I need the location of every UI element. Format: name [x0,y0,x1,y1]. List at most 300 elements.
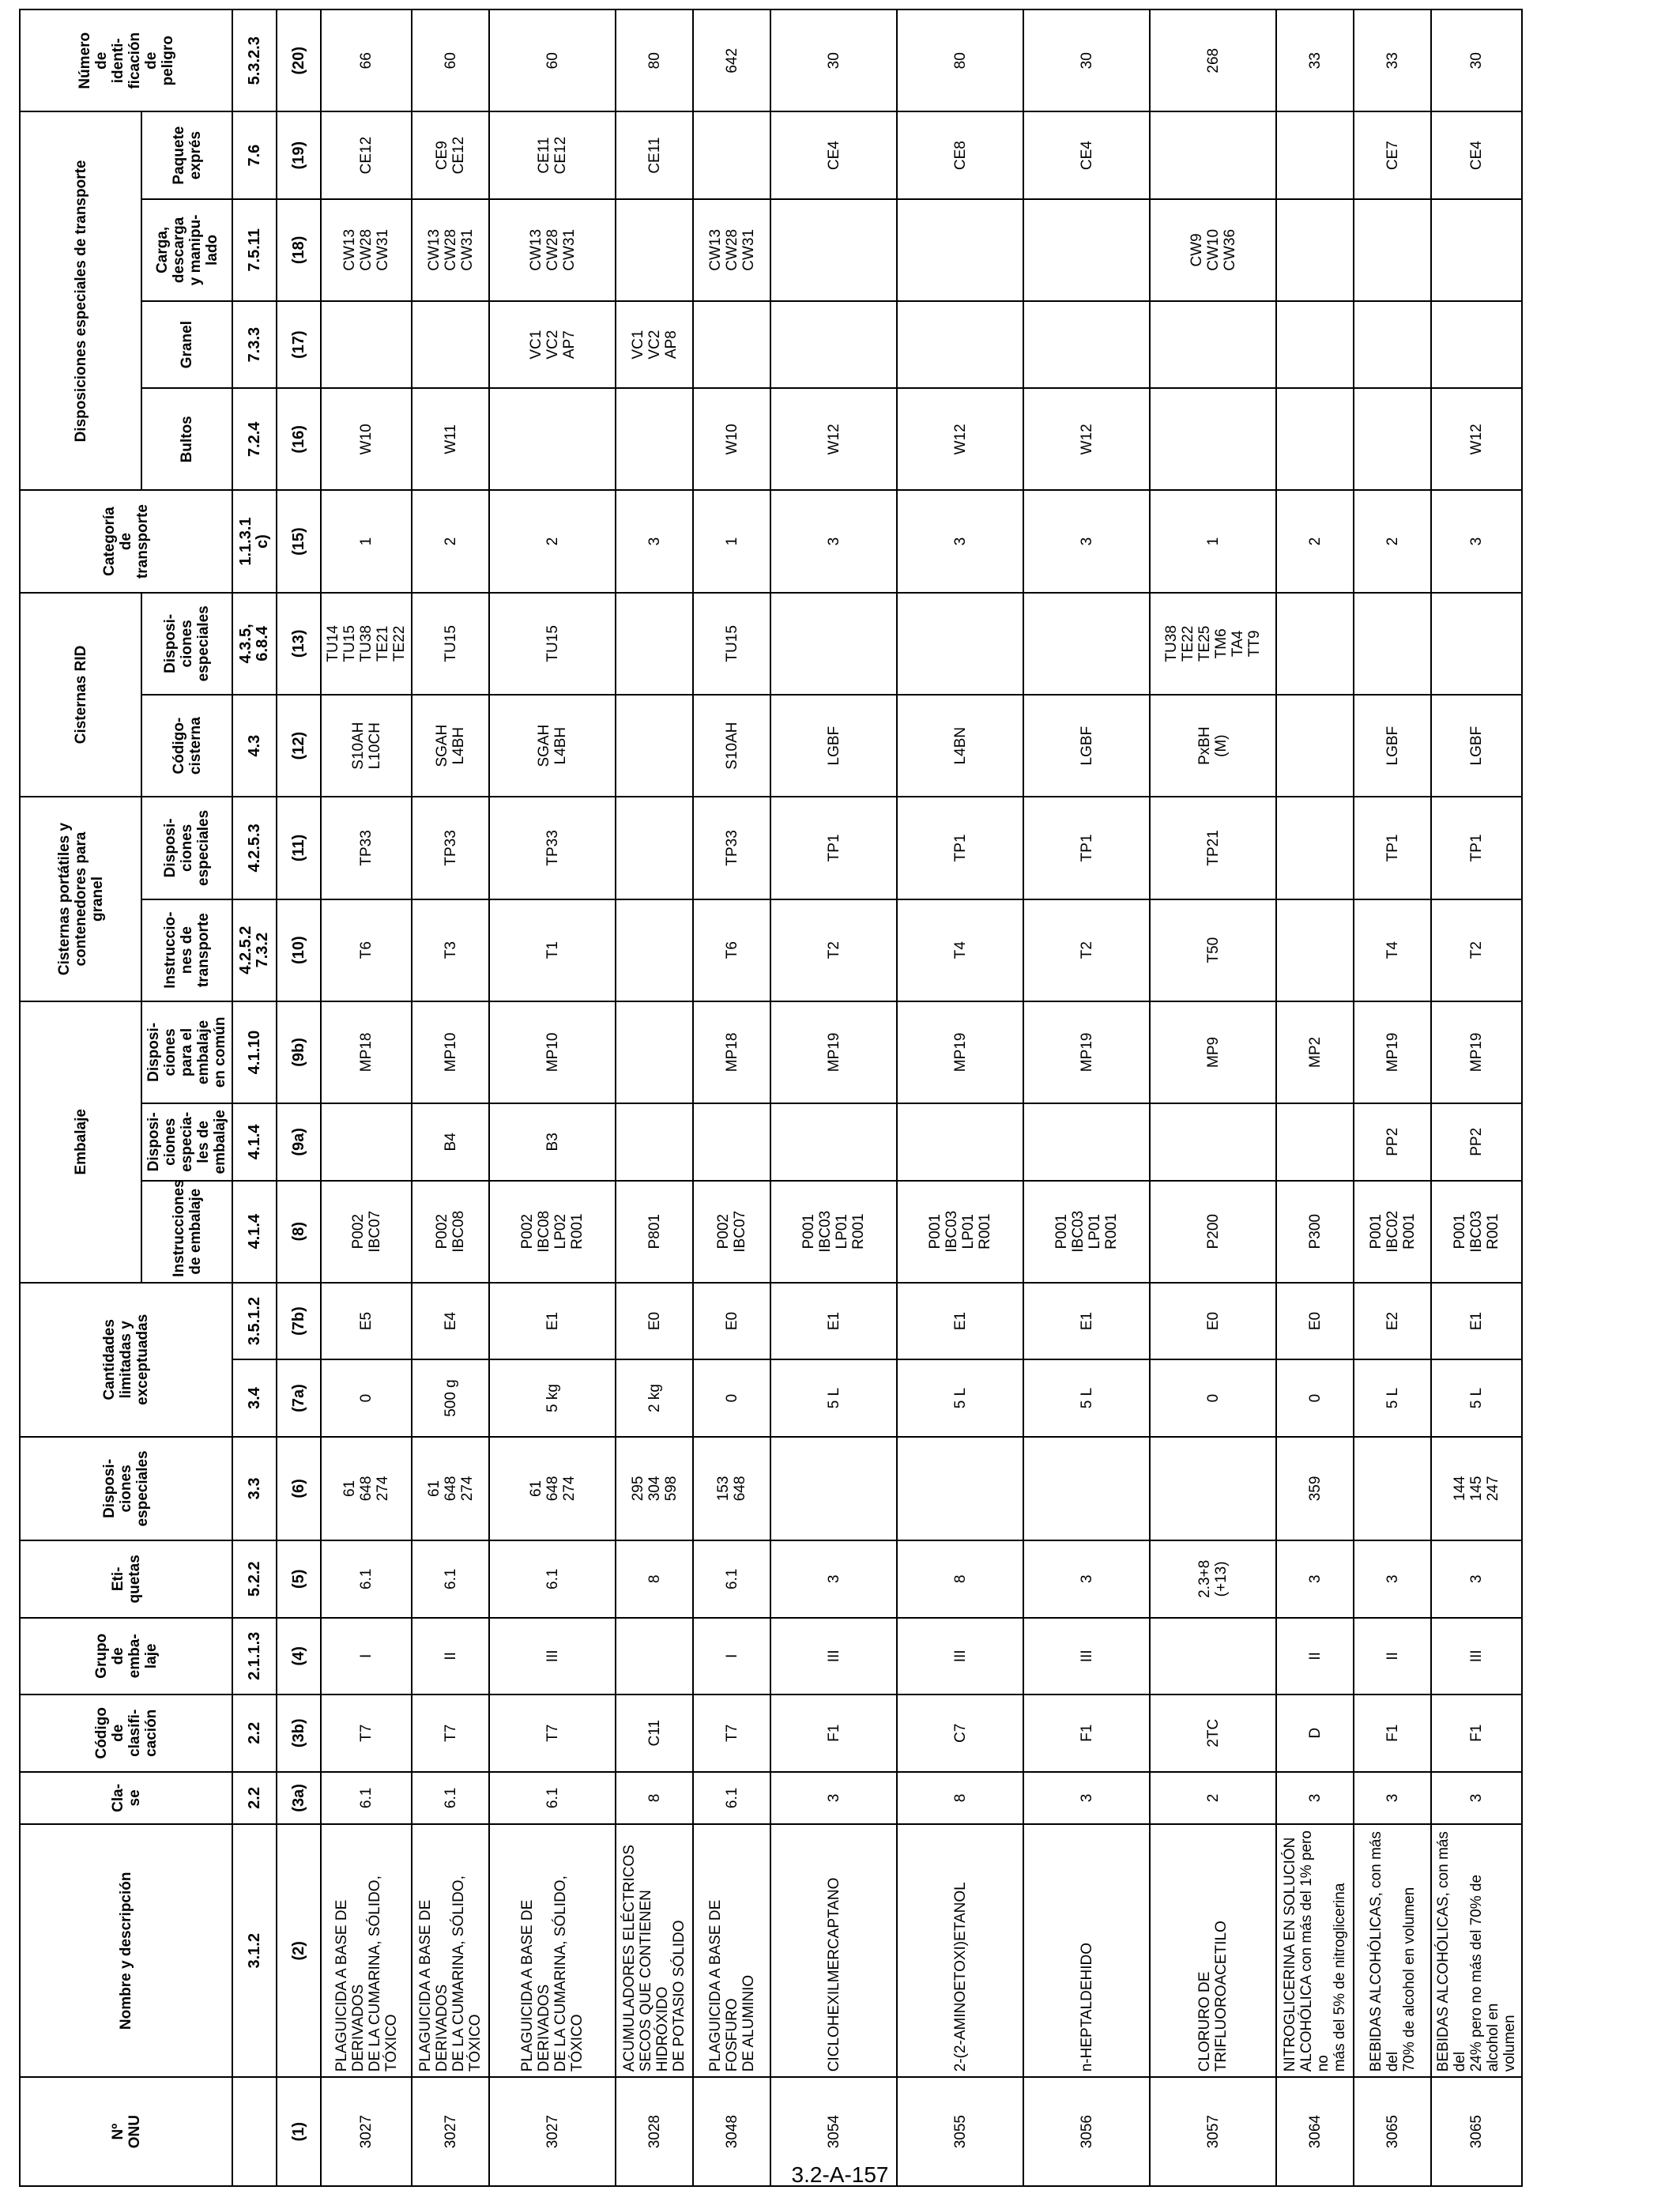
table-row [412,9,489,2186]
table-cell [770,1437,897,1540]
reference-cell: 5.3.2.3 [232,9,277,111]
table-cell: P300 [1276,1181,1354,1283]
table-cell: TU15 [412,593,489,695]
table-cell: 61 648 274 [321,1437,412,1540]
table-cell: MP18 [321,1001,412,1103]
table-cell: 33 [1276,9,1354,111]
table-cell [616,695,693,797]
table-cell: E1 [770,1283,897,1359]
column-number-cell: (12) [277,695,321,797]
reference-cell: 7.6 [232,111,277,198]
table-cell: TU15 [693,593,770,695]
table-cell: PxBH (M) [1150,695,1276,797]
reference-cell: 3.4 [232,1359,277,1436]
header-disp-transporte: Disposiciones especiales de transporte [20,111,141,490]
table-cell: 6.1 [693,1540,770,1617]
reference-cell: 2.1.1.3 [232,1618,277,1695]
table-cell [1150,111,1276,198]
table-cell [1276,797,1354,899]
table-cell [770,1103,897,1180]
column-number-cell: (19) [277,111,321,198]
header-cisternas-rid: Cisternas RID [20,593,141,797]
column-number-cell: (13) [277,593,321,695]
table-cell: T6 [321,899,412,1001]
table-cell: 61 648 274 [489,1437,616,1540]
table-cell [1150,1103,1276,1180]
table-cell: LGBF [1023,695,1150,797]
table-cell [616,797,693,899]
table-cell: E1 [1431,1283,1522,1359]
header-grupo: Grupo de emba- laje [20,1618,232,1695]
table-cell: 1 [321,490,412,592]
table-cell: TP33 [489,797,616,899]
table-cell [616,1618,693,1695]
table-cell: 3 [1023,490,1150,592]
table-cell: 6.1 [321,1540,412,1617]
column-number-cell: (7b) [277,1283,321,1359]
table-cell: TP33 [693,797,770,899]
column-number-cell: (18) [277,199,321,301]
table-cell [770,301,897,388]
table-cell: TP33 [321,797,412,899]
table-cell [1150,1437,1276,1540]
table-cell [1431,301,1522,388]
table-cell: 3 [1431,490,1522,592]
name-cell: PLAGUICIDA A BASE DE DERIVADOS DE LA CUMARINA, SÓLIDO, TÓXICO [321,1824,412,2077]
header-paquete: Paquete exprés [141,111,232,198]
reference-cell: 4.3 [232,695,277,797]
table-cell [897,1437,1023,1540]
table-cell: III [1431,1618,1522,1695]
table-cell: T7 [412,1695,489,1771]
table-cell: 0 [693,1359,770,1436]
table-cell: W12 [897,388,1023,490]
un-number-cell: 3027 [321,2077,412,2186]
table-cell: TP1 [770,797,897,899]
header-numero-peligro: Número de identi- ficación de peligro [20,9,232,111]
header-disp-esp-embalaje: Disposi- ciones especia- les de embalaje [141,1103,232,1180]
table-cell: LGBF [770,695,897,797]
table-cell [1276,111,1354,198]
un-number-cell: 3027 [412,2077,489,2186]
table-cell: SGAH L4BH [412,695,489,797]
table-cell: E2 [1354,1283,1431,1359]
table-cell: TP1 [897,797,1023,899]
table-cell: 8 [616,1540,693,1617]
column-number-cell: (3b) [277,1695,321,1771]
column-number-cell: (9a) [277,1103,321,1180]
table-row [1276,9,1354,2186]
dangerous-goods-table [19,9,1523,2187]
table-cell: 2.3+8 (+13) [1150,1540,1276,1617]
un-number-cell: 3048 [693,2077,770,2186]
header-instr-embalaje: Instrucciones de embalaje [141,1181,232,1283]
table-cell: III [897,1618,1023,1695]
table-cell: T2 [770,899,897,1001]
table-cell [616,1001,693,1103]
reference-cell: 4.1.4 [232,1103,277,1180]
table-cell: TU14 TU15 TU38 TE21 TE22 [321,593,412,695]
table-cell: VC1 VC2 AP7 [489,301,616,388]
table-cell: P002 IBC08 [412,1181,489,1283]
name-cell: CLORURO DE TRIFLUOROACETILO [1150,1824,1276,2077]
table-row [489,9,616,2186]
table-cell: CE4 [1431,111,1522,198]
column-number-cell: (10) [277,899,321,1001]
table-cell: 60 [489,9,616,111]
table-cell: 2TC [1150,1695,1276,1771]
table-cell: P001 IBC03 R001 [1431,1181,1522,1283]
un-number-cell: 3065 [1431,2077,1522,2186]
column-number-cell: (6) [277,1437,321,1540]
table-cell [1023,593,1150,695]
table-cell [770,593,897,695]
table-cell: MP9 [1150,1001,1276,1103]
table-cell: F1 [770,1695,897,1771]
table-cell: CW9 CW10 CW36 [1150,199,1276,301]
header-bultos: Bultos [141,388,232,490]
table-cell: MP10 [489,1001,616,1103]
table-cell: 2 [489,490,616,592]
table-cell: 80 [897,9,1023,111]
table-cell: 3 [897,490,1023,592]
table-body [321,9,1522,2186]
reference-cell: 1.1.3.1 c) [232,490,277,592]
name-cell: PLAGUICIDA A BASE DE DERIVADOS DE LA CUMARINA, SÓLIDO, TÓXICO [412,1824,489,2077]
name-cell: ACUMULADORES ELÉCTRICOS SECOS QUE CONTIENEN HIDRÓXIDO DE POTASIO SÓLIDO [616,1824,693,2077]
table-row [321,9,412,2186]
name-cell: CICLOHEXILMERCAPTANO [770,1824,897,2077]
column-number-cell: (8) [277,1181,321,1283]
table-cell: 1 [693,490,770,592]
table-cell: W10 [693,388,770,490]
table-cell: 642 [693,9,770,111]
table-cell [1276,388,1354,490]
table-cell: TP1 [1431,797,1522,899]
column-number-cell: (2) [277,1824,321,2077]
table-cell [1276,199,1354,301]
table-cell [1431,593,1522,695]
table-cell [1023,1437,1150,1540]
table-cell [321,301,412,388]
table-cell: CE11 [616,111,693,198]
table-cell: 295 304 598 [616,1437,693,1540]
table-cell: 3 [1431,1772,1522,1825]
table-cell: CE4 [1023,111,1150,198]
name-cell: n-HEPTALDEHIDO [1023,1824,1150,2077]
table-cell: 6.1 [489,1772,616,1825]
table-cell: 8 [897,1540,1023,1617]
table-cell: LGBF [1431,695,1522,797]
reference-cell: 2.2 [232,1695,277,1771]
table-cell: CW13 CW28 CW31 [693,199,770,301]
name-cell: BEBIDAS ALCOHÓLICAS, con más del 24% pero no más del 70% de alcohol en volumen [1431,1824,1522,2077]
table-cell: E0 [616,1283,693,1359]
table-cell [1276,1103,1354,1180]
un-number-cell: 3057 [1150,2077,1276,2186]
un-number-cell: 3056 [1023,2077,1150,2186]
table-cell: 5 L [770,1359,897,1436]
table-cell [1276,899,1354,1001]
column-number-cell: (20) [277,9,321,111]
column-number-cell: (17) [277,301,321,388]
table-row [1150,9,1276,2186]
table-cell [1023,301,1150,388]
table-cell: 3 [1431,1540,1522,1617]
table-cell: 6.1 [693,1772,770,1825]
table-cell [897,1103,1023,1180]
header-cantidades: Cantidades limitadas y exceptuadas [20,1283,232,1437]
table-cell: PP2 [1354,1103,1431,1180]
reference-cell: 3.5.1.2 [232,1283,277,1359]
table-cell [412,301,489,388]
table-cell: 8 [616,1772,693,1825]
table-cell: C11 [616,1695,693,1771]
table-cell: SGAH L4BH [489,695,616,797]
header-disp-comun: Disposi- ciones para el embalaje en común [141,1001,232,1103]
table-cell: E1 [489,1283,616,1359]
table-cell: VC1 VC2 AP8 [616,301,693,388]
un-number-cell: 3065 [1354,2077,1431,2186]
table-cell [1023,1103,1150,1180]
table-cell: W12 [1023,388,1150,490]
table-cell: LGBF [1354,695,1431,797]
table-cell [1354,593,1431,695]
table-cell [1354,388,1431,490]
table-cell [1276,301,1354,388]
table-cell: 359 [1276,1437,1354,1540]
table-cell: CE8 [897,111,1023,198]
reference-row [232,9,277,2186]
table-cell [897,301,1023,388]
table-cell: 6.1 [412,1772,489,1825]
table-cell: 3 [1354,1772,1431,1825]
page-number: 3.2-A-157 [791,2162,889,2187]
table-cell [1354,199,1431,301]
name-cell: BEBIDAS ALCOHÓLICAS, con más del 70% de alcohol en volumen [1354,1824,1431,2077]
table-cell: T4 [1354,899,1431,1001]
reference-cell: 7.2.4 [232,388,277,490]
table-cell: TU38 TE22 TE25 TM6 TA4 TT9 [1150,593,1276,695]
table-cell: CE12 [321,111,412,198]
table-cell: S10AH L10CH [321,695,412,797]
table-cell: 144 145 247 [1431,1437,1522,1540]
table-cell: P001 IBC02 R001 [1354,1181,1431,1283]
reference-cell: 4.2.5.3 [232,797,277,899]
header-disp-especiales: Disposi- ciones especiales [20,1437,232,1540]
header-onu: Nº ONU [20,2077,232,2186]
column-number-row [277,9,321,2186]
table-cell: 80 [616,9,693,111]
table-cell: III [770,1618,897,1695]
un-number-cell: 3055 [897,2077,1023,2186]
table-cell: T2 [1023,899,1150,1001]
table-cell: T1 [489,899,616,1001]
table-cell: T6 [693,899,770,1001]
table-cell: MP2 [1276,1001,1354,1103]
table-cell: MP19 [897,1001,1023,1103]
table-cell: W11 [412,388,489,490]
table-cell: F1 [1023,1695,1150,1771]
table-cell: P001 IBC03 LP01 R001 [897,1181,1023,1283]
un-number-cell: 3027 [489,2077,616,2186]
table-cell: E0 [693,1283,770,1359]
table-cell: 66 [321,9,412,111]
table-cell [1150,1618,1276,1695]
table-cell: CW13 CW28 CW31 [412,199,489,301]
table-cell: T50 [1150,899,1276,1001]
table-cell: TP21 [1150,797,1276,899]
table-cell: 2 [1354,490,1431,592]
table-cell [321,1103,412,1180]
table-cell: 3 [770,1772,897,1825]
table-cell: T7 [489,1695,616,1771]
column-number-cell: (1) [277,2077,321,2186]
table-row [1354,9,1431,2186]
table-cell: 30 [770,9,897,111]
table-cell: CE4 [770,111,897,198]
reference-cell: 4.1.10 [232,1001,277,1103]
table-cell: 3 [1276,1772,1354,1825]
table-cell: MP18 [693,1001,770,1103]
header-disp-esp-rid: Disposi- ciones especiales [141,593,232,695]
table-cell: 3 [1023,1540,1150,1617]
table-cell: 8 [897,1772,1023,1825]
table-cell: P001 IBC03 LP01 R001 [770,1181,897,1283]
table-cell: T7 [693,1695,770,1771]
table-cell: TU15 [489,593,616,695]
table-cell: MP19 [1354,1001,1431,1103]
table-cell: III [1023,1618,1150,1695]
table-cell: E0 [1150,1283,1276,1359]
reference-cell: 3.3 [232,1437,277,1540]
table-cell: TP1 [1023,797,1150,899]
table-cell: 153 648 [693,1437,770,1540]
name-cell: PLAGUICIDA A BASE DE FOSFURO DE ALUMINIO [693,1824,770,2077]
table-cell [616,593,693,695]
table-row [770,9,897,2186]
table-cell [1431,199,1522,301]
table-cell [1276,593,1354,695]
table-cell [1023,199,1150,301]
header-instr-transporte: Instruccio- nes de transporte [141,899,232,1001]
table-cell [616,199,693,301]
table-row [1431,9,1522,2186]
header-granel: Granel [141,301,232,388]
table-cell: 3 [1354,1540,1431,1617]
table-cell: P002 IBC07 [321,1181,412,1283]
header-disp-esp-cisterna-port: Disposi- ciones especiales [141,797,232,899]
rotated-table-container [19,9,1518,2187]
table-cell: CW13 CW28 CW31 [321,199,412,301]
table-cell: MP19 [1431,1001,1522,1103]
reference-cell: 7.3.3 [232,301,277,388]
table-cell: 268 [1150,9,1276,111]
table-cell: P002 IBC07 [693,1181,770,1283]
table-cell: TP1 [1354,797,1431,899]
table-cell: II [412,1618,489,1695]
table-cell [1354,301,1431,388]
column-number-cell: (4) [277,1618,321,1695]
table-cell: 2 kg [616,1359,693,1436]
table-cell: CE9 CE12 [412,111,489,198]
table-cell: C7 [897,1695,1023,1771]
table-cell: MP19 [770,1001,897,1103]
table-cell: 0 [1150,1359,1276,1436]
header-codigo: Código de clasifi- cación [20,1695,232,1771]
table-cell [1150,301,1276,388]
table-cell: 1 [1150,490,1276,592]
table-row [1023,9,1150,2186]
reference-cell: 4.1.4 [232,1181,277,1283]
table-cell: P200 [1150,1181,1276,1283]
table-cell [1276,695,1354,797]
table-cell: T2 [1431,899,1522,1001]
table-cell: S10AH [693,695,770,797]
reference-cell: 3.1.2 [232,1824,277,2077]
table-cell: 3 [1276,1540,1354,1617]
table-cell: F1 [1354,1695,1431,1771]
table-cell: B3 [489,1103,616,1180]
table-cell: T7 [321,1695,412,1771]
header-embalaje: Embalaje [20,1001,141,1283]
table-cell: F1 [1431,1695,1522,1771]
table-cell: 6.1 [412,1540,489,1617]
table-cell: 30 [1023,9,1150,111]
table-row [897,9,1023,2186]
table-cell: 61 648 274 [412,1437,489,1540]
table-cell [616,899,693,1001]
header-name: Nombre y descripción [20,1824,232,2077]
table-cell [770,199,897,301]
reference-cell: 2.2 [232,1772,277,1825]
table-cell: 2 [1276,490,1354,592]
table-cell: 500 g [412,1359,489,1436]
table-cell: TP33 [412,797,489,899]
table-cell [897,593,1023,695]
table-cell: 3 [616,490,693,592]
table-cell: MP19 [1023,1001,1150,1103]
name-cell: PLAGUICIDA A BASE DE DERIVADOS DE LA CUMARINA, SÓLIDO, TÓXICO [489,1824,616,2077]
table-cell [489,388,616,490]
table-cell: E5 [321,1283,412,1359]
table-cell [693,111,770,198]
table-cell: 3 [770,1540,897,1617]
table-cell: 5 L [1431,1359,1522,1436]
name-cell: NITROGLICERINA EN SOLUCIÓN ALCOHÓLICA con más del 1% pero no más del 5% de nitroglicerina [1276,1824,1354,2077]
header-clase: Cla- se [20,1772,232,1825]
table-cell: 5 L [1354,1359,1431,1436]
table-cell: III [489,1618,616,1695]
table-cell: B4 [412,1103,489,1180]
column-number-cell: (16) [277,388,321,490]
table-cell: 2 [412,490,489,592]
table-cell: PP2 [1431,1103,1522,1180]
header-cisternas-portatiles: Cisternas portátiles y contenedores para granel [20,797,141,1001]
table-cell: I [321,1618,412,1695]
table-cell: D [1276,1695,1354,1771]
table-cell: 30 [1431,9,1522,111]
table-cell [616,1103,693,1180]
column-number-cell: (9b) [277,1001,321,1103]
table-cell: 33 [1354,9,1431,111]
header-etiquetas: Eti- quetas [20,1540,232,1617]
table-cell: E4 [412,1283,489,1359]
column-number-cell: (7a) [277,1359,321,1436]
table-cell [897,199,1023,301]
table-cell: 2 [1150,1772,1276,1825]
table-cell: 5 kg [489,1359,616,1436]
